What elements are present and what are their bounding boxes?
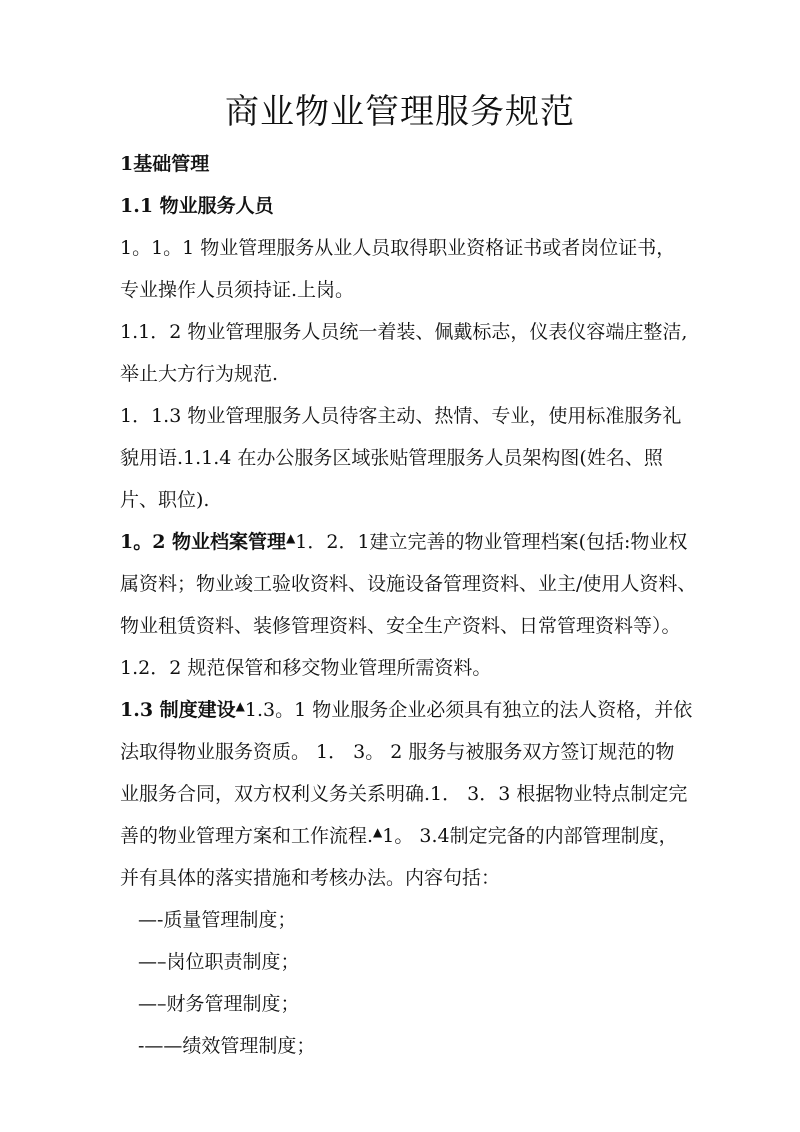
paragraph-line: 片、职位).	[120, 489, 210, 511]
paragraph-line-with-heading	[120, 699, 692, 722]
subsection-heading-staff: 1.1 物业服务人员	[120, 195, 274, 217]
triangle-mark-icon: ▲	[286, 531, 296, 545]
paragraph-line: 物业租赁资料、装修管理资料、安全生产资料、日常管理资料等）。	[120, 615, 681, 637]
paragraph-line: 举止大方行为规范.	[120, 363, 279, 385]
document-title: 商业物业管理服务规范	[225, 92, 575, 132]
paragraph-line: 属资料；物业竣工验收资料、设施设备管理资料、业主/使用人资料、	[120, 573, 697, 595]
paragraph-line: 业服务合同，双方权利义务关系明确.1． 3．3 根据物业特点制定完	[120, 783, 688, 805]
list-item: —-质量管理制度；	[138, 909, 297, 931]
paragraph-text: 1.3。1 物业服务企业必须具有独立的法人资格，并依	[244, 699, 693, 721]
list-item: —–财务管理制度；	[138, 993, 300, 1015]
triangle-mark-icon: ▲	[373, 825, 383, 839]
paragraph-line: 1．1.3 物业管理服务人员待客主动、热情、专业，使用标准服务礼	[120, 405, 682, 427]
subsection-heading-archives: 1。2 物业档案管理	[120, 531, 287, 553]
paragraph-line: 1.1．2 物业管理服务人员统一着装、佩戴标志，仪表仪容端庄整洁,	[120, 321, 688, 343]
paragraph-text: 善的物业管理方案和工作流程.	[120, 825, 374, 847]
list-item: —–岗位职责制度；	[138, 951, 300, 973]
paragraph-line: 法取得物业服务资质。 1． 3。 2 服务与被服务双方签订规范的物	[120, 741, 675, 763]
paragraph-text: 1．2．1建立完善的物业管理档案(包括:物业权	[295, 531, 688, 553]
subsection-heading-system: 1.3 制度建设	[120, 699, 236, 721]
list-item: -——绩效管理制度；	[138, 1035, 316, 1057]
paragraph-line: 貌用语.1.1.4 在办公服务区域张贴管理服务人员架构图(姓名、照	[120, 447, 663, 469]
paragraph-line: 并有具体的落实措施和考核办法。内容句括：	[120, 867, 501, 889]
section-heading-basic-management: 1基础管理	[120, 153, 210, 175]
paragraph-text: 1。 3.4制定完备的内部管理制度，	[382, 825, 678, 847]
paragraph-line: 1.2．2 规范保管和移交物业管理所需资料。	[120, 657, 492, 679]
paragraph-line: 1。1。1 物业管理服务从业人员取得职业资格证书或者岗位证书，	[120, 237, 676, 259]
paragraph-line	[120, 825, 678, 848]
triangle-mark-icon: ▲	[235, 699, 245, 713]
paragraph-line: 专业操作人员须持证.上岗。	[120, 279, 355, 301]
paragraph-line-with-heading	[120, 531, 687, 554]
